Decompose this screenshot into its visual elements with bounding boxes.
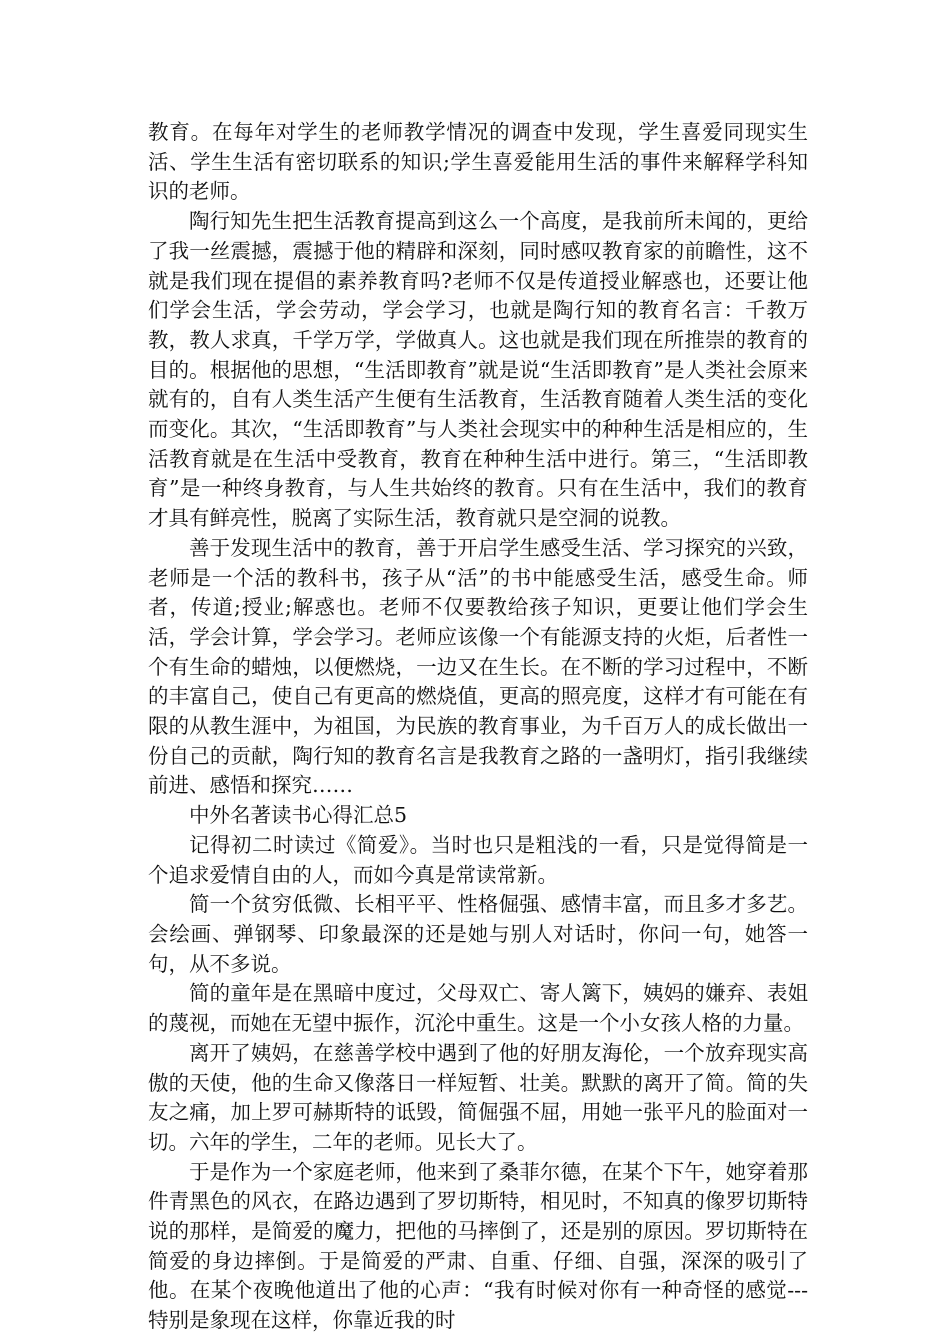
paragraph-discover-education-in-life: 善于发现生活中的教育，善于开启学生感受生活、学习探究的兴致，老师是一个活的教科书，孩子从“活”的书中能感受生活，感受生命。师者，传道;授业;解惑也。老师不仅要教给孩子知识，更要让他们学会生活，学会计算，学会学习。老师应该像一个有能源支持的火炬，后者性一个有生命的蜡烛，以便燃烧，一边又在生长。在不断的学习过程中，不断的丰富自己，使自己有更高的燃烧值，更高的照亮度，这样才有可能在有限的从教生涯中，为祖国，为民族的教育事业，为千百万人的成长做出一份自己的贡献，陶行知的教育名言是我教育之路的一盏明灯，指引我继续前进、感悟和探究…… (148, 535, 808, 798)
paragraph-jane-thornfield: 于是作为一个家庭老师，他来到了桑菲尔德，在某个下午，她穿着那件青黑色的风衣，在路边遇到了罗切斯特，相见时，不知真的像罗切斯特说的那样，是简爱的魔力，把他的马摔倒了，还是别的原因。罗切斯特在简爱的身边摔倒。于是简爱的严肃、自重、仔细、自强，深深的吸引了他。在某个夜晚他道出了他的心声：“我有时候对你有一种奇怪的感觉---特别是象现在这样，你靠近我的时 (148, 1159, 808, 1333)
paragraph-jane-eyre-intro: 记得初二时读过《简爱》。当时也只是粗浅的一看，只是觉得简是一个追求爱情自由的人，而如今真是常读常新。 (148, 832, 808, 887)
paragraph-jane-character: 简一个贫穷低微、长相平平、性格倔强、感情丰富，而且多才多艺。会绘画、弹钢琴、印象最深的还是她与别人对话时，你问一句，她答一句，从不多说。 (148, 892, 808, 976)
document-page (148, 118, 808, 1336)
paragraph-jane-childhood: 简的童年是在黑暗中度过，父母双亡、寄人篱下，姨妈的嫌弃、表姐的蔑视，而她在无望中振作，沉沦中重生。这是一个小女孩人格的力量。 (148, 981, 808, 1036)
paragraph-continuation: 教育。在每年对学生的老师教学情况的调查中发现，学生喜爱同现实生活、学生生活有密切联系的知识;学生喜爱能用生活的事件来解释学科知识的老师。 (148, 120, 808, 204)
section-heading: 中外名著读书心得汇总5 (189, 803, 408, 828)
paragraph-tao-xingzhi-life-education: 陶行知先生把生活教育提高到这么一个高度，是我前所未闻的，更给了我一丝震撼，震撼于他的精辟和深刻，同时感叹教育家的前瞻性，这不就是我们现在提倡的素养教育吗?老师不仅是传道授业解惑也，还要让他们学会生活，学会劳动，学会学习，也就是陶行知的教育名言：千教万教，教人求真，千学万学，学做真人。这也就是我们现在所推崇的教育的目的。根据他的思想，“生活即教育”就是说“生活即教育”是人类社会原来就有的，自有人类生活产生便有生活教育，生活教育随着人类生活的变化而变化。其次，“生活即教育”与人类社会现实中的种种生活是相应的，生活教育就是在生活中受教育，教育在种种生活中进行。第三，“生活即教育”是一种终身教育，与人生共始终的教育。只有在生活中，我们的教育才具有鲜亮性，脱离了实际生活，教育就只是空洞的说教。 (148, 209, 808, 531)
paragraph-jane-school: 离开了姨妈，在慈善学校中遇到了他的好朋友海伦，一个放弃现实高傲的天使，他的生命又像落日一样短暂、壮美。默默的离开了简。简的失友之痛，加上罗可赫斯特的诋毁，简倔强不屈，用她一张平凡的脸面对一切。六年的学生，二年的老师。见长大了。 (148, 1040, 808, 1154)
